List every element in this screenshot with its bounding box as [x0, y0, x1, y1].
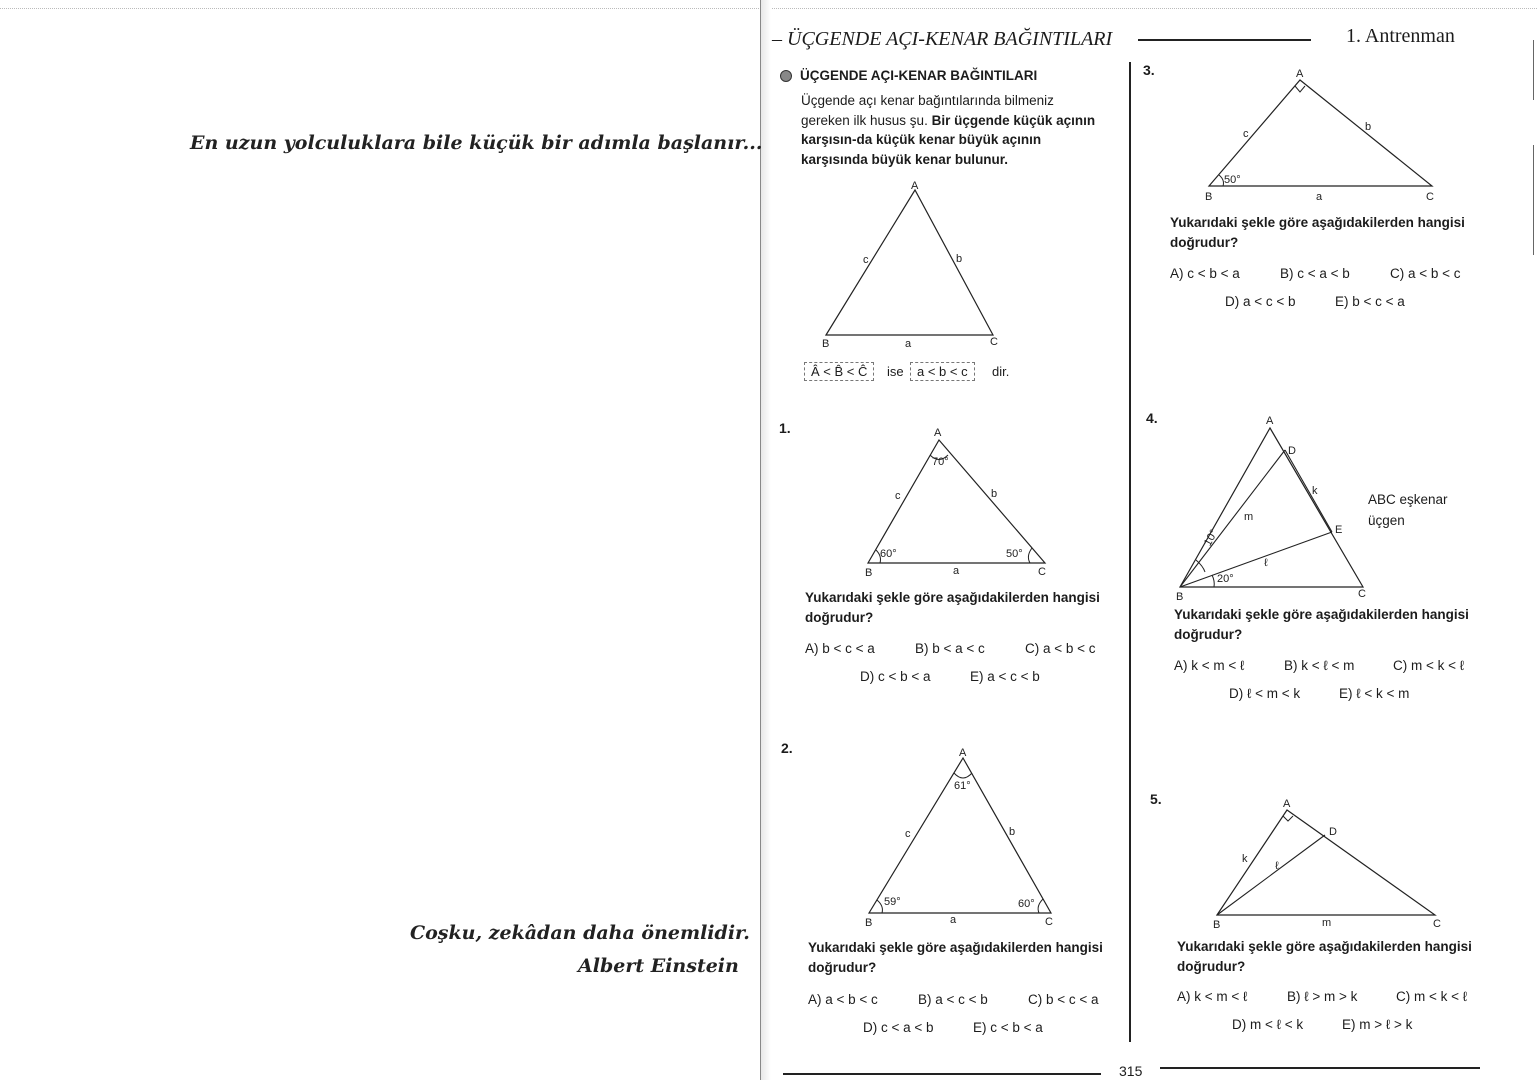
question-3-figure — [1195, 62, 1455, 207]
side-label-a: a — [1316, 191, 1323, 203]
vertex-label-b: B — [1176, 591, 1184, 603]
question-2-prompt: Yukarıdaki şekle göre aşağıdakilerden hangisi doğrudur? — [808, 940, 1103, 975]
angle-label-c: 50° — [1006, 548, 1023, 560]
side-label-c: c — [895, 490, 901, 502]
vertex-label-a: A — [934, 427, 942, 439]
question-2-option-c[interactable]: C) b < c < a — [1028, 992, 1099, 1007]
question-5-triangle — [1217, 810, 1435, 915]
vertex-label-c: C — [1358, 588, 1366, 600]
side-label-b: b — [1009, 826, 1016, 838]
rule-angles-box: Â < B̂ < Ĉ — [804, 362, 874, 381]
question-4-option-e[interactable]: E) ℓ < k < m — [1339, 686, 1410, 701]
angle-arc-b — [1219, 175, 1224, 186]
angle-arc-b — [877, 900, 882, 913]
angle-label-b: 59° — [884, 896, 901, 908]
angle-label-b: 60° — [880, 548, 897, 560]
vertex-label-e: E — [1335, 524, 1343, 536]
vertex-label-a: A — [1296, 68, 1304, 80]
page-title: – ÜÇGENDE AÇI-KENAR BAĞINTILARI — [772, 28, 1113, 50]
question-5-option-e[interactable]: E) m > ℓ > k — [1342, 1017, 1413, 1032]
side-label-l: ℓ — [1275, 860, 1279, 872]
vertex-label-a: A — [959, 747, 967, 759]
intro-text-normal: Üçgende açı kenar bağıntılarında bilmeniz gereken ilk husus şu. — [801, 93, 1054, 128]
page-gutter — [760, 0, 771, 1080]
side-label-m: m — [1244, 511, 1254, 523]
intro-heading: ÜÇGENDE AÇI-KENAR BAĞINTILARI — [800, 68, 1038, 83]
question-3-option-a[interactable]: A) c < b < a — [1170, 266, 1240, 281]
quote-2-author: Albert Einstein — [578, 955, 739, 977]
side-label-k: k — [1312, 485, 1318, 497]
vertex-label-b: B — [1205, 191, 1213, 203]
footer-rule-left — [783, 1073, 1101, 1075]
angle-arc-a — [954, 773, 972, 778]
vertex-label-c: C — [1038, 566, 1046, 578]
side-label-b: b — [956, 253, 963, 265]
vertex-label-b: B — [865, 567, 873, 579]
quote-2: Coşku, zekâdan daha önemlidir. — [410, 922, 750, 944]
question-1-number: 1. — [779, 420, 791, 436]
question-1-option-b[interactable]: B) b < a < c — [915, 641, 985, 656]
section-label: 1. Antrenman — [1346, 25, 1455, 47]
side-label-a: a — [950, 914, 957, 926]
right-edge-mark — [1533, 40, 1534, 100]
vertex-label-a: A — [911, 180, 919, 192]
question-2-option-b[interactable]: B) a < c < b — [918, 992, 988, 1007]
intro-triangle — [826, 190, 993, 335]
question-5-option-a[interactable]: A) k < m < ℓ — [1177, 989, 1248, 1004]
vertex-label-c: C — [1433, 918, 1441, 930]
question-3-prompt: Yukarıdaki şekle göre aşağıdakilerden hangisi doğrudur? — [1170, 215, 1465, 250]
question-1-option-d[interactable]: D) c < b < a — [860, 669, 931, 684]
angle-label-c: 60° — [1018, 898, 1035, 910]
angle-arc-c — [1028, 548, 1032, 563]
rule-ise: ise — [887, 364, 904, 379]
angle-label-a: 61° — [954, 780, 971, 792]
angle-label-2: 20° — [1217, 573, 1234, 585]
vertex-label-b: B — [1213, 919, 1221, 931]
question-4-note: ABC eşkenar üçgen — [1368, 492, 1448, 528]
segment-de — [1285, 450, 1332, 532]
right-angle-mark — [1283, 816, 1293, 821]
question-4-prompt: Yukarıdaki şekle göre aşağıdakilerden hangisi doğrudur? — [1174, 607, 1469, 642]
segment-bd — [1217, 835, 1325, 915]
vertex-label-b: B — [865, 917, 873, 929]
angle-label-1: 10° — [1201, 527, 1221, 549]
angle-label-a: 70° — [932, 456, 949, 468]
right-edge-mark — [1533, 145, 1534, 255]
rule-dir: dir. — [992, 364, 1010, 379]
vertex-label-d: D — [1329, 826, 1337, 838]
bullet-icon — [780, 70, 792, 82]
question-3-option-d[interactable]: D) a < c < b — [1225, 294, 1296, 309]
question-2-option-a[interactable]: A) a < b < c — [808, 992, 878, 1007]
side-label-c: c — [1243, 128, 1249, 140]
angle-arc-2 — [1212, 575, 1214, 587]
question-4-option-a[interactable]: A) k < m < ℓ — [1174, 658, 1245, 673]
question-1-prompt: Yukarıdaki şekle göre aşağıdakilerden hangisi doğrudur? — [805, 590, 1100, 625]
vertex-label-b: B — [822, 338, 830, 350]
vertex-label-c: C — [1045, 916, 1053, 928]
question-1-option-e[interactable]: E) a < c < b — [970, 669, 1040, 684]
page-number: 315 — [1119, 1063, 1143, 1079]
intro-triangle-figure — [810, 175, 1020, 355]
vertex-label-c: C — [1426, 191, 1434, 203]
side-label-a: a — [905, 338, 912, 350]
angle-arc-1 — [1196, 560, 1205, 572]
side-label-a: a — [953, 565, 960, 577]
question-4-number: 4. — [1146, 410, 1158, 426]
vertex-label-d: D — [1288, 445, 1296, 457]
column-divider — [1129, 62, 1131, 1042]
question-3-option-b[interactable]: B) c < a < b — [1280, 266, 1350, 281]
segment-bd — [1180, 450, 1285, 587]
intro-text-bold: Bir üçgende küçük açının karşısın-da küçük kenar büyük açının karşısında büyük kenar bulunur. — [801, 112, 1096, 167]
header-rule — [1138, 39, 1311, 41]
question-4-option-b[interactable]: B) k < ℓ < m — [1284, 658, 1355, 673]
question-1-figure — [860, 422, 1060, 582]
question-1-option-c[interactable]: C) a < b < c — [1025, 641, 1096, 656]
vertex-label-c: C — [990, 336, 998, 348]
question-5-number: 5. — [1150, 791, 1162, 807]
angle-label-b: 50° — [1224, 174, 1241, 186]
side-label-c: c — [863, 254, 869, 266]
quote-1: En uzun yolculuklara bile küçük bir adımla başlanır... — [190, 132, 763, 154]
side-label-b: b — [1365, 121, 1372, 133]
angle-arc-c — [1038, 899, 1043, 913]
question-3-option-e[interactable]: E) b < c < a — [1335, 294, 1405, 309]
question-1-option-a[interactable]: A) b < c < a — [805, 641, 875, 656]
question-2-number: 2. — [781, 740, 793, 756]
question-2-figure — [858, 743, 1068, 933]
question-5-option-c[interactable]: C) m < k < ℓ — [1396, 989, 1468, 1004]
question-4-figure — [1170, 410, 1370, 605]
side-label-m: m — [1322, 917, 1332, 929]
question-4-option-c[interactable]: C) m < k < ℓ — [1393, 658, 1465, 673]
question-4-option-d[interactable]: D) ℓ < m < k — [1229, 686, 1301, 701]
side-label-k: k — [1242, 853, 1248, 865]
question-2-option-e[interactable]: E) c < b < a — [973, 1020, 1043, 1035]
question-2-option-d[interactable]: D) c < a < b — [863, 1020, 934, 1035]
question-5-option-d[interactable]: D) m < ℓ < k — [1232, 1017, 1304, 1032]
question-5-option-b[interactable]: B) ℓ > m > k — [1287, 989, 1358, 1004]
vertex-label-a: A — [1283, 798, 1291, 810]
intro-text — [801, 91, 1106, 169]
side-label-c: c — [905, 828, 911, 840]
question-3-option-c[interactable]: C) a < b < c — [1390, 266, 1461, 281]
footer-rule-right — [1160, 1067, 1480, 1069]
question-3-number: 3. — [1143, 62, 1155, 78]
right-angle-mark — [1295, 86, 1305, 92]
side-label-b: b — [991, 488, 998, 500]
vertex-label-a: A — [1266, 415, 1274, 427]
question-5-figure — [1205, 795, 1455, 935]
side-label-l: ℓ — [1264, 557, 1268, 569]
question-5-prompt: Yukarıdaki şekle göre aşağıdakilerden hangisi doğrudur? — [1177, 939, 1472, 974]
question-4-triangle — [1180, 428, 1363, 587]
rule-sides-box: a < b < c — [910, 362, 975, 381]
